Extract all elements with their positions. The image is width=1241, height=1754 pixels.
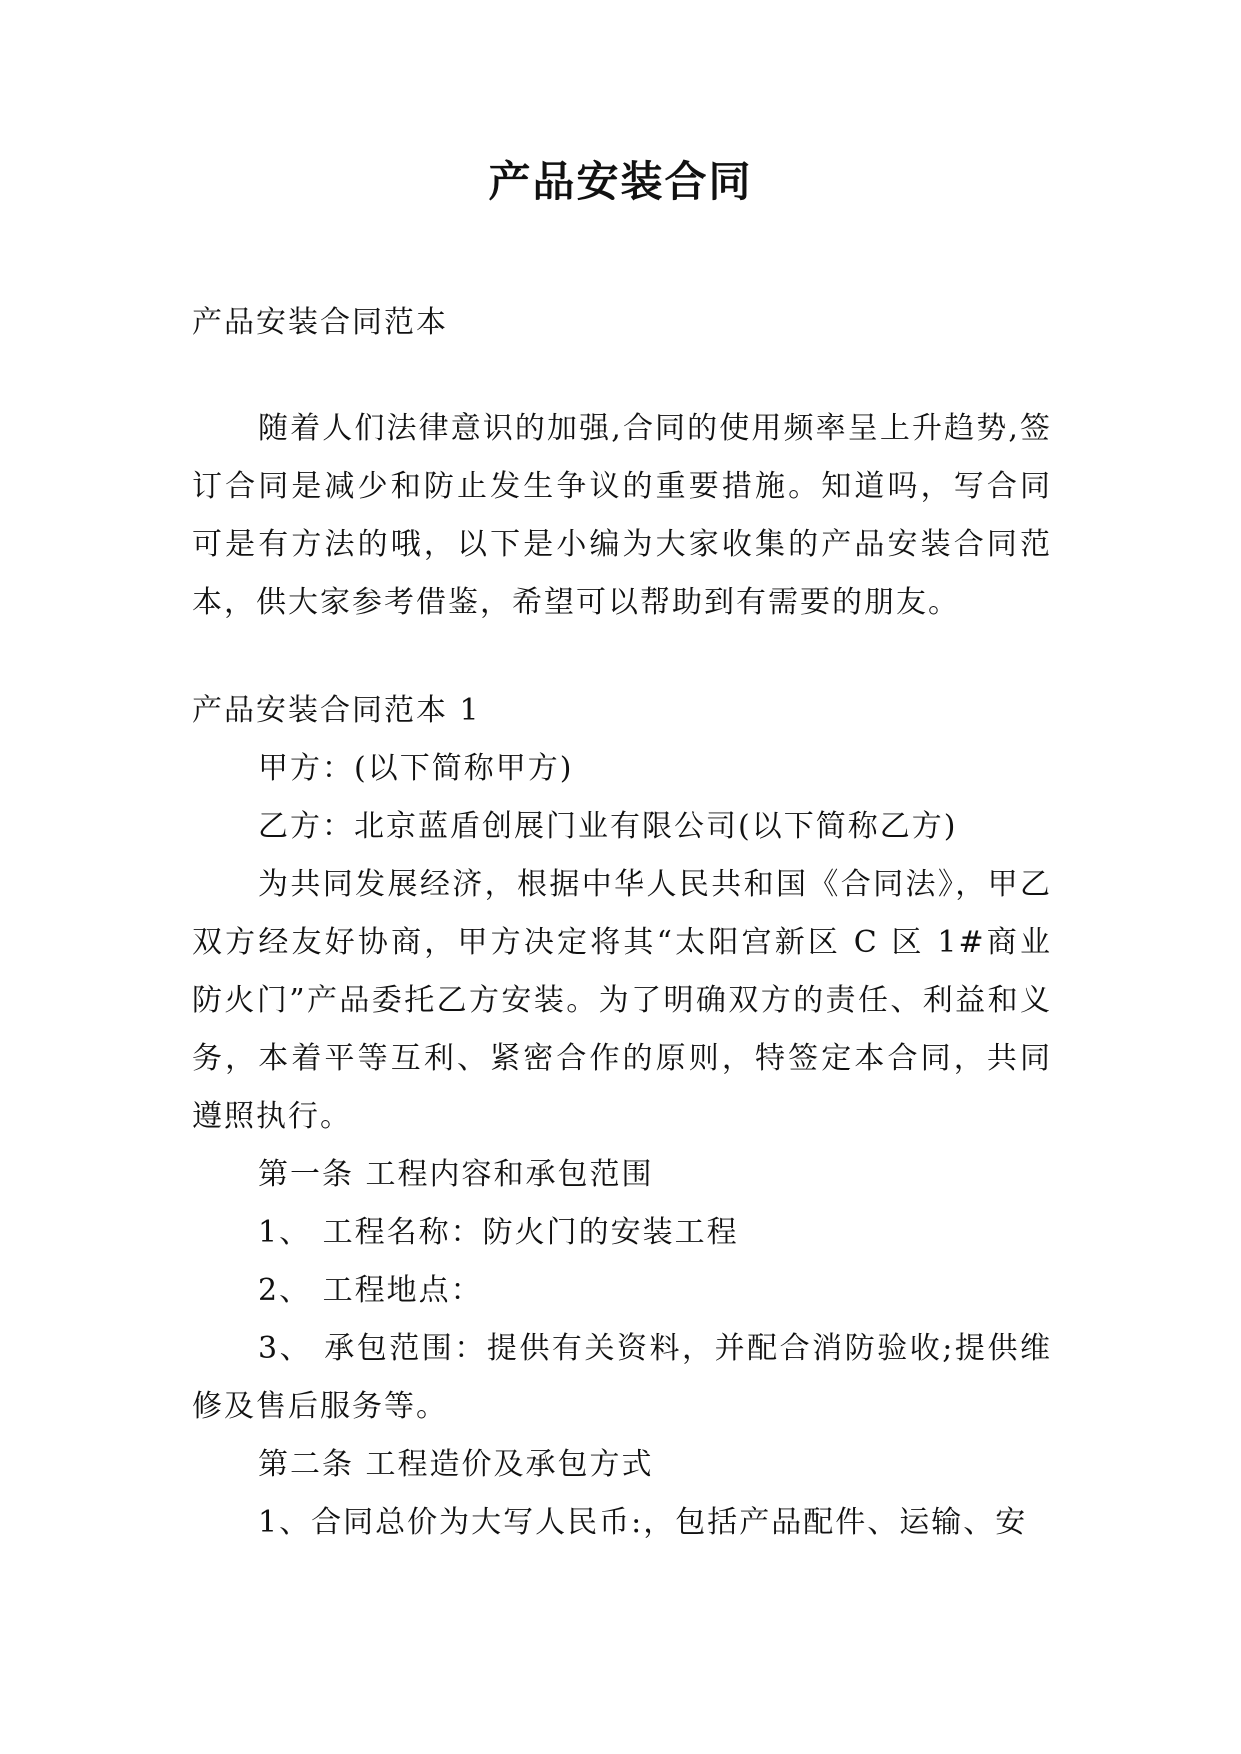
article-1-item-2: 2、 工程地点：: [258, 1273, 483, 1308]
intro-paragraph: 随着人们法律意识的加强,合同的使用频率呈上升趋势,签订合同是减少和防止发生争议的重要措施。知道吗，写合同可是有方法的哦，以下是小编为大家收集的产品安装合同范本，供大家参考借鉴，希望可以帮助到有需要的朋友。: [192, 411, 1052, 620]
document-body: [192, 294, 1052, 1552]
document-title: 产品安装合同: [488, 157, 753, 206]
document-subtitle: 产品安装合同范本: [192, 305, 448, 340]
article-1-heading: 第一条 工程内容和承包范围: [258, 1157, 654, 1192]
article-2-heading: 第二条 工程造价及承包方式: [258, 1447, 654, 1482]
party-a-line: 甲方：(以下简称甲方): [258, 751, 574, 786]
article-2-item-1: 1、合同总价为大写人民币:，包括产品配件、运输、安: [258, 1505, 1028, 1540]
article-1-item-1: 1、 工程名称：防火门的安装工程: [258, 1215, 739, 1250]
article-1-item-3: 3、 承包范围：提供有关资料，并配合消防验收;提供维修及售后服务等。: [192, 1331, 1052, 1424]
section-title: 产品安装合同范本 1: [192, 693, 481, 728]
party-b-line: 乙方：北京蓝盾创展门业有限公司(以下简称乙方): [258, 809, 958, 844]
preamble-paragraph: 为共同发展经济，根据中华人民共和国《合同法》，甲乙双方经友好协商，甲方决定将其“太阳宫新区 C 区 1#商业防火门”产品委托乙方安装。为了明确双方的责任、利益和义务，本着平等互利、紧密合作的原则，特签定本合同，共同遵照执行。: [192, 867, 1052, 1134]
